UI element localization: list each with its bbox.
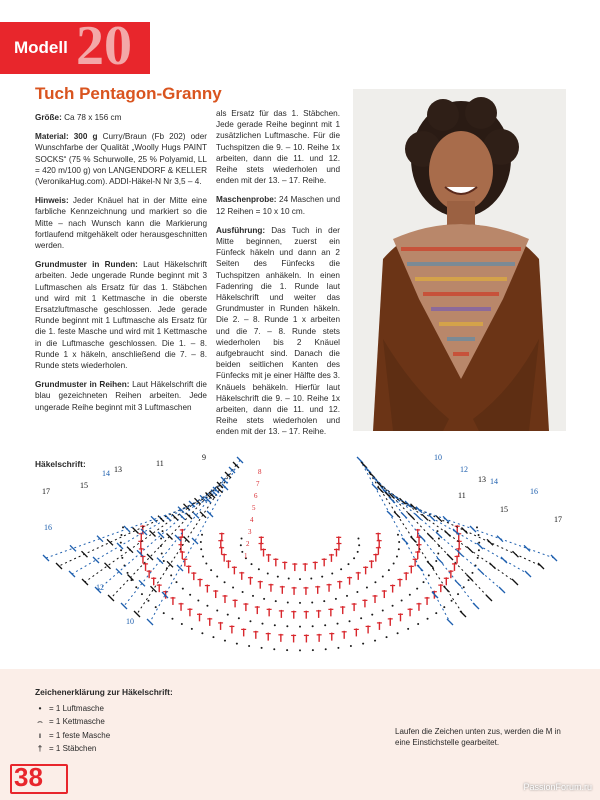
chain-mark bbox=[337, 647, 339, 649]
round-number: 7 bbox=[256, 480, 260, 488]
stitch-mark bbox=[117, 543, 123, 549]
stitch-mark bbox=[186, 513, 192, 519]
stitch-mark bbox=[462, 528, 468, 534]
row-number: 10 bbox=[126, 617, 134, 626]
stitch-mark bbox=[172, 514, 178, 520]
chain-mark bbox=[236, 643, 238, 645]
diagram-label: Häkelschrift: bbox=[35, 459, 86, 469]
chain-mark bbox=[205, 562, 207, 564]
chain-mark bbox=[397, 632, 399, 634]
stitch-mark bbox=[415, 514, 421, 520]
stitch-mark bbox=[487, 539, 493, 545]
chain-mark bbox=[232, 586, 234, 588]
chain-mark bbox=[386, 636, 388, 638]
stitch-mark bbox=[394, 495, 400, 501]
chain-mark bbox=[468, 579, 470, 581]
chain-mark bbox=[299, 602, 301, 604]
chain-mark bbox=[407, 628, 409, 630]
chain-mark bbox=[366, 586, 368, 588]
chain-mark bbox=[371, 614, 373, 616]
chain-mark bbox=[275, 600, 277, 602]
chain-mark bbox=[206, 605, 208, 607]
chain-mark bbox=[263, 598, 265, 600]
row-number: 13 bbox=[114, 465, 122, 474]
page-title: Tuch Pentagon-Granny bbox=[35, 84, 222, 103]
chain-mark bbox=[127, 572, 129, 574]
stitch-mark bbox=[372, 484, 378, 490]
stitch-mark bbox=[179, 514, 185, 520]
chain-mark bbox=[398, 548, 400, 550]
legend bbox=[35, 686, 173, 756]
chain-mark bbox=[261, 623, 263, 625]
chain-mark bbox=[170, 574, 172, 576]
stitch-mark bbox=[427, 561, 433, 567]
chain-mark bbox=[242, 591, 244, 593]
chain-mark bbox=[311, 601, 313, 603]
row-number: 15 bbox=[500, 505, 508, 514]
chain-mark bbox=[443, 606, 445, 608]
stitch-mark bbox=[419, 535, 425, 541]
chain-mark bbox=[435, 560, 437, 562]
chart-rounds bbox=[120, 525, 480, 651]
double-crochet-icon: † bbox=[37, 744, 43, 753]
chain-mark bbox=[163, 612, 165, 614]
chain-mark bbox=[417, 623, 419, 625]
modell-number: 20 bbox=[76, 15, 132, 77]
chain-mark bbox=[478, 542, 480, 544]
chain-mark bbox=[189, 594, 191, 596]
chain-mark bbox=[210, 569, 212, 571]
row-number: 17 bbox=[42, 487, 50, 496]
stitch-mark bbox=[93, 557, 99, 563]
chain-mark bbox=[401, 599, 403, 601]
stitch-mark bbox=[457, 550, 463, 556]
stitch-mark bbox=[470, 526, 476, 532]
stitch-mark bbox=[184, 537, 190, 543]
chain-mark bbox=[238, 617, 240, 619]
chain-mark bbox=[191, 628, 193, 630]
row-number: 17 bbox=[554, 515, 562, 524]
stitch-mark bbox=[394, 512, 400, 518]
chain-mark bbox=[478, 549, 480, 551]
stitch-mark bbox=[445, 531, 451, 537]
chain-mark bbox=[274, 624, 276, 626]
row-number: 15 bbox=[80, 481, 88, 490]
chain-mark bbox=[476, 526, 478, 528]
stitch-mark bbox=[467, 575, 473, 581]
stitch-mark bbox=[436, 532, 442, 538]
chain-mark bbox=[478, 534, 480, 536]
chain-mark bbox=[437, 553, 439, 555]
chain-mark bbox=[428, 574, 430, 576]
execution-paragraph: Ausführung: Das Tuch in der Mitte beginnen, zuerst ein Fünfeck häkeln und dann an 2 Seiten des Fünfecks die Tuchspitzen anhäkeln. In einen Fadenring die 1. Runde laut Häkelschrift und weiter das Grundmuster in Runden häkeln. Die 2. – 8. Runde 1 x arbeiten und die 7. – 8. Runde stets wiederholen bis 2 Knäuel aufgebraucht sind. Danach die beiden seitlichen Kanten des Fünfecks mit je einer Hälfte des 3. Knäuels behäkeln. Hierfür laut Häkelschrift die 9. – 10. Reihe 1x arbeiten, dann die 11. und 12. Reihe stets wiederholen und enden mit der 13. – 17. Reihe. bbox=[216, 225, 340, 437]
stitch-mark bbox=[444, 586, 450, 592]
chain-mark bbox=[382, 609, 384, 611]
model-photo bbox=[353, 89, 566, 431]
chain-mark bbox=[423, 581, 425, 583]
chain-mark bbox=[357, 551, 359, 553]
stitch-mark bbox=[233, 462, 239, 468]
stitch-mark bbox=[200, 512, 206, 518]
stitch-mark bbox=[175, 535, 181, 541]
stitch-mark bbox=[453, 529, 459, 535]
chain-mark bbox=[286, 649, 288, 651]
round-number: 5 bbox=[252, 504, 256, 512]
stitch-mark bbox=[387, 511, 393, 517]
stitch-mark bbox=[408, 513, 414, 519]
stitch-mark bbox=[501, 557, 507, 563]
chain-mark bbox=[427, 618, 429, 620]
chain-mark bbox=[121, 557, 123, 559]
chain-mark bbox=[200, 548, 202, 550]
chain-mark bbox=[181, 623, 183, 625]
chain-mark bbox=[216, 575, 218, 577]
chain-mark bbox=[340, 568, 342, 570]
stitch-mark bbox=[178, 507, 184, 513]
chain-stitch-icon: • bbox=[38, 703, 42, 713]
chain-mark bbox=[382, 575, 384, 577]
chain-mark bbox=[147, 600, 149, 602]
round-number: 3 bbox=[248, 528, 252, 536]
gauge-paragraph: Maschenprobe: 24 Maschen und 12 Reihen = 10 x 10 cm. bbox=[216, 195, 340, 216]
row-number: 13 bbox=[478, 475, 486, 484]
chain-mark bbox=[353, 557, 355, 559]
chain-mark bbox=[248, 645, 250, 647]
chain-mark bbox=[457, 593, 459, 595]
material-paragraph: Material: 300 g Curry/Braun (Fb 202) oder Wunschfarbe der Qualität „Woolly Hugs PAINT SOCKS“ (75 % Schurwolle, 25 % Polyamid, LL = 420 m/100 g) von LANGENDORF & KELLER (VeronikaHug.com). ADDI-Häkel-N Nr 3,5 – 4. bbox=[35, 132, 207, 187]
chain-mark bbox=[120, 534, 122, 536]
chain-mark bbox=[286, 625, 288, 627]
chain-mark bbox=[120, 542, 122, 544]
stitch-mark bbox=[361, 462, 367, 468]
stitch-mark bbox=[499, 587, 505, 593]
stitch-mark bbox=[497, 536, 503, 542]
stitch-mark bbox=[428, 534, 434, 540]
chain-mark bbox=[438, 538, 440, 540]
chain-mark bbox=[396, 555, 398, 557]
chain-mark bbox=[356, 591, 358, 593]
chain-mark bbox=[261, 647, 263, 649]
chain-mark bbox=[331, 572, 333, 574]
chain-mark bbox=[202, 555, 204, 557]
stitch-mark bbox=[192, 538, 198, 544]
round-number: 2 bbox=[246, 540, 250, 548]
chain-mark bbox=[287, 601, 289, 603]
chain-mark bbox=[175, 581, 177, 583]
stitch-mark bbox=[127, 547, 133, 553]
row-number: 10 bbox=[434, 453, 442, 462]
stitch-mark bbox=[447, 554, 453, 560]
single-crochet-icon: ı bbox=[38, 730, 42, 740]
page-number: 38 bbox=[14, 762, 43, 792]
chain-mark bbox=[362, 643, 364, 645]
chain-mark bbox=[122, 526, 124, 528]
chain-mark bbox=[397, 534, 399, 536]
chain-mark bbox=[347, 563, 349, 565]
row-number: 12 bbox=[460, 465, 468, 474]
stitch-mark bbox=[82, 579, 88, 585]
chain-mark bbox=[335, 598, 337, 600]
chain-mark bbox=[135, 586, 137, 588]
instructions-column-2 bbox=[216, 108, 340, 446]
chain-mark bbox=[360, 617, 362, 619]
stitch-mark bbox=[124, 526, 130, 532]
stitch-mark bbox=[473, 603, 479, 609]
stitch-mark bbox=[477, 543, 483, 549]
chain-mark bbox=[155, 606, 157, 608]
chain-mark bbox=[299, 578, 301, 580]
stitch-mark bbox=[207, 511, 213, 517]
chain-mark bbox=[324, 624, 326, 626]
stitch-mark bbox=[402, 538, 408, 544]
chain-mark bbox=[166, 567, 168, 569]
stitch-mark bbox=[467, 547, 473, 553]
chain-mark bbox=[436, 530, 438, 532]
chain-mark bbox=[312, 625, 314, 627]
stitch-mark bbox=[167, 561, 173, 567]
row-number: 9 bbox=[202, 453, 206, 462]
chain-mark bbox=[200, 541, 202, 543]
stitch-mark bbox=[437, 558, 443, 564]
chain-mark bbox=[463, 586, 465, 588]
chain-mark bbox=[212, 636, 214, 638]
row-number: 16 bbox=[44, 523, 52, 532]
round-number: 8 bbox=[258, 468, 262, 476]
stitch-mark bbox=[128, 575, 134, 581]
chain-mark bbox=[227, 614, 229, 616]
stitch-mark bbox=[151, 516, 157, 522]
stitch-mark bbox=[151, 586, 157, 592]
chain-mark bbox=[288, 578, 290, 580]
chain-mark bbox=[312, 649, 314, 651]
stitch-mark bbox=[225, 472, 231, 478]
chain-mark bbox=[471, 572, 473, 574]
round-number: 6 bbox=[254, 492, 258, 500]
instructions-column-1 bbox=[35, 112, 207, 421]
chain-mark bbox=[163, 560, 165, 562]
round-number: 1 bbox=[244, 552, 248, 560]
stitch-mark bbox=[157, 558, 163, 564]
stitch-mark bbox=[69, 571, 75, 577]
crochet-chart bbox=[30, 452, 570, 674]
chain-mark bbox=[249, 620, 251, 622]
chain-mark bbox=[162, 530, 164, 532]
row-number: 14 bbox=[490, 477, 498, 486]
stitch-mark bbox=[56, 563, 62, 569]
hint-paragraph: Hinweis: Jeder Knäuel hat in der Mitte eine farbliche Kennzeichnung und markiert so die Mitte – nach Wunsch kann die Markierung fortlaufend mitgehäkelt oder herausgeschnitten werden. bbox=[35, 196, 208, 251]
legend-item: • = 1 Luftmasche bbox=[35, 702, 173, 716]
chain-mark bbox=[258, 568, 260, 570]
stitch-mark bbox=[137, 550, 143, 556]
stitch-mark bbox=[369, 472, 375, 478]
chain-mark bbox=[357, 538, 359, 540]
stitch-mark bbox=[538, 563, 544, 569]
stitch-mark bbox=[486, 595, 492, 601]
chain-mark bbox=[349, 620, 351, 622]
stitch-mark bbox=[490, 563, 496, 569]
chain-mark bbox=[240, 544, 242, 546]
stitch-mark bbox=[455, 580, 461, 586]
stitch-mark bbox=[177, 565, 183, 571]
chain-mark bbox=[224, 581, 226, 583]
chain-mark bbox=[416, 588, 418, 590]
legend-item: ı = 1 feste Masche bbox=[35, 729, 173, 743]
round-number: 4 bbox=[250, 516, 254, 524]
row-number: 16 bbox=[530, 487, 538, 496]
chain-mark bbox=[323, 600, 325, 602]
chain-mark bbox=[325, 648, 327, 650]
chain-mark bbox=[201, 632, 203, 634]
rows-continued-paragraph: als Ersatz für das 1. Stäbchen. Jede gerade Reihe beginnt mit 1 zusätzlichen Luftmasche. Für die Tuchspitzen die 9. – 10. Reihe 1x arbeiten, dann die 11. und 12. Reihe stets wiederholen und enden mit der 13. – 17. Reihe. bbox=[216, 109, 340, 186]
stitch-mark bbox=[134, 611, 140, 617]
chain-mark bbox=[393, 562, 395, 564]
chain-mark bbox=[241, 538, 243, 540]
size-paragraph: Größe: Ca 78 x 156 cm bbox=[35, 113, 122, 122]
row-number: 11 bbox=[156, 459, 164, 468]
chain-mark bbox=[299, 626, 301, 628]
stitch-mark bbox=[82, 551, 88, 557]
chain-mark bbox=[388, 569, 390, 571]
stitch-mark bbox=[147, 619, 153, 625]
chain-mark bbox=[120, 549, 122, 551]
row-number: 11 bbox=[458, 491, 466, 500]
chain-mark bbox=[374, 581, 376, 583]
stitch-mark bbox=[524, 545, 530, 551]
chain-mark bbox=[392, 605, 394, 607]
chain-mark bbox=[201, 534, 203, 536]
chain-mark bbox=[216, 609, 218, 611]
stitch-mark bbox=[357, 457, 363, 463]
slip-stitch-icon: ⌢ bbox=[37, 717, 43, 726]
chain-mark bbox=[277, 576, 279, 578]
stitch-mark bbox=[97, 536, 103, 542]
chain-mark bbox=[273, 648, 275, 650]
watermark: PassionForum.ru bbox=[523, 782, 592, 792]
chain-mark bbox=[267, 572, 269, 574]
stitch-mark bbox=[478, 569, 484, 575]
row-number: 12 bbox=[96, 583, 104, 592]
chain-mark bbox=[252, 595, 254, 597]
stitch-mark bbox=[447, 619, 453, 625]
chain-mark bbox=[161, 553, 163, 555]
stitch-mark bbox=[133, 528, 139, 534]
chain-mark bbox=[197, 599, 199, 601]
stitch-mark bbox=[401, 512, 407, 518]
chain-mark bbox=[182, 588, 184, 590]
chain-mark bbox=[141, 593, 143, 595]
chain-mark bbox=[310, 578, 312, 580]
stitch-mark bbox=[43, 555, 49, 561]
chain-mark bbox=[224, 640, 226, 642]
chain-mark bbox=[299, 649, 301, 651]
stitch-mark bbox=[460, 611, 466, 617]
legend-item: ⌢ = 1 Kettmasche bbox=[35, 715, 173, 729]
rounds-pattern-paragraph: Grundmuster in Runden: Laut Häkelschrift arbeiten. Jede ungerade Runde beginnt mit 3 Luftmaschen als Ersatz für das 1. Stäbchen und wird mit 1 Kettmasche in die oberste Ersatzluftmasche geschlossen. Jede gerade Runde beginnt mit 1 Luftmasche als Ersatz für die 1. feste Masche und wird mit 1 Kettmasche in die Luftmasche geschlossen. Die 1. – 8. Runde 1 x häkeln, anschließend die 7. – 8. Runde stets wiederholen. bbox=[35, 260, 208, 371]
stitch-mark bbox=[525, 571, 531, 577]
chain-mark bbox=[409, 594, 411, 596]
chain-mark bbox=[398, 541, 400, 543]
rows-pattern-paragraph: Grundmuster in Reihen: Laut Häkelschrift die blau gezeichneten Reihen arbeiten. Jede ungerade Reihe beginnt mit 3 Luftmaschen bbox=[35, 380, 207, 412]
chain-mark bbox=[337, 623, 339, 625]
stitch-mark bbox=[158, 516, 164, 522]
chain-mark bbox=[477, 557, 479, 559]
stitch-mark bbox=[512, 579, 518, 585]
stitch-mark bbox=[107, 539, 113, 545]
chain-mark bbox=[321, 576, 323, 578]
chain-mark bbox=[374, 640, 376, 642]
stitch-mark bbox=[513, 551, 519, 557]
legend-heading: Zeichenerklärung zur Häkelschrift: bbox=[35, 687, 173, 697]
chain-mark bbox=[160, 538, 162, 540]
stitch-mark bbox=[551, 555, 557, 561]
stitch-mark bbox=[417, 565, 423, 571]
stitch-mark bbox=[237, 457, 243, 463]
stitch-mark bbox=[70, 545, 76, 551]
stitch-mark bbox=[411, 537, 417, 543]
chain-mark bbox=[171, 618, 173, 620]
chain-mark bbox=[358, 544, 360, 546]
stitch-mark bbox=[373, 477, 379, 483]
chain-mark bbox=[251, 563, 253, 565]
footnote: Laufen die Zeichen unten zus, werden die M in eine Einstichstelle gearbeitet. bbox=[395, 727, 561, 747]
legend-item: † = 1 Stäbchen bbox=[35, 742, 173, 756]
row-number: 14 bbox=[102, 469, 110, 478]
chain-mark bbox=[350, 645, 352, 647]
modell-label: Modell bbox=[14, 38, 68, 57]
stitch-mark bbox=[422, 514, 428, 520]
chain-mark bbox=[346, 595, 348, 597]
chain-mark bbox=[435, 612, 437, 614]
chain-mark bbox=[451, 600, 453, 602]
